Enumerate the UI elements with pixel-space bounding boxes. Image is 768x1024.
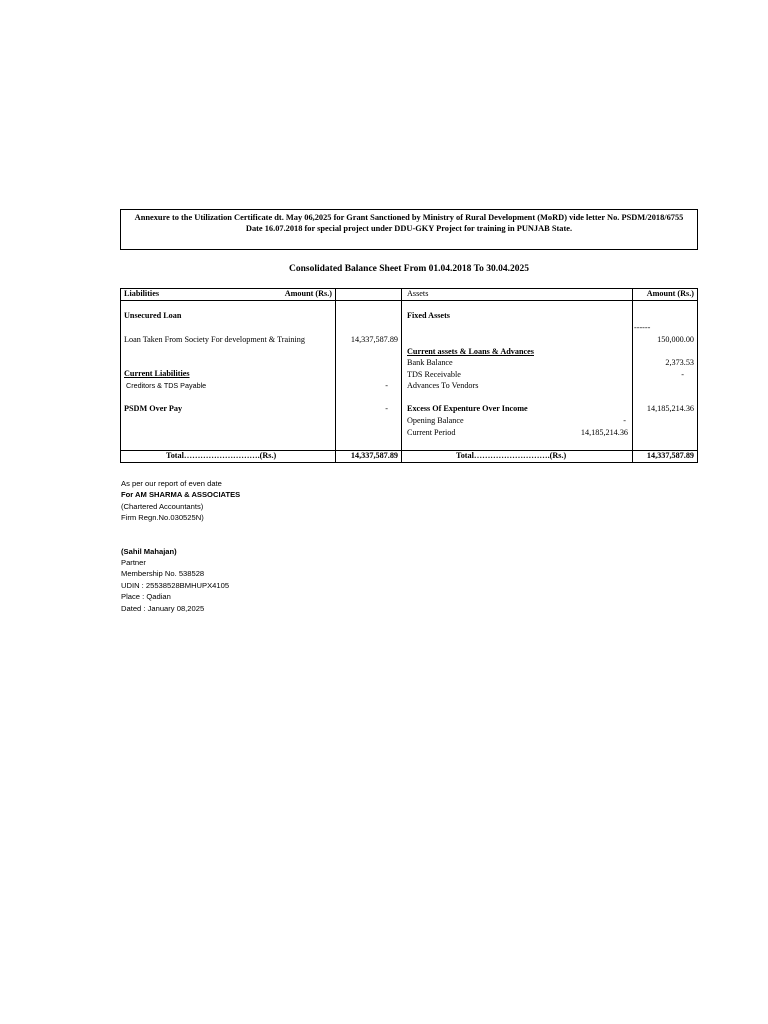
tds-receivable-label: TDS Receivable <box>407 370 461 379</box>
balance-sheet-table <box>120 288 698 463</box>
membership-number: Membership No. 538528 <box>121 569 205 579</box>
table-left-border <box>120 288 121 463</box>
auditor-signature-block <box>121 478 240 614</box>
total-right-amount: 14,337,587.89 <box>646 451 694 460</box>
header-assets: Assets <box>407 289 429 298</box>
fixed-assets-amount: 150,000.00 <box>657 335 694 344</box>
total-left-label: Total……………………….(Rs.) <box>166 451 277 460</box>
current-assets-heading: Current assets & Loans & Advances <box>407 347 534 356</box>
udin-number: UDIN : 25538528BMHUPX4105 <box>121 580 230 590</box>
fixed-assets-heading: Fixed Assets <box>407 311 450 320</box>
column-divider-2 <box>401 288 402 463</box>
loan-taken-label: Loan Taken From Society For development & Training <box>124 335 305 344</box>
total-left-amount: 14,337,587.89 <box>350 451 398 460</box>
firm-name: For AM SHARMA & ASSOCIATES <box>121 490 241 500</box>
report-reference: As per our report of even date <box>121 479 222 488</box>
unsecured-loan-heading: Unsecured Loan <box>124 311 182 320</box>
header-amount-right: Amount (Rs.) <box>646 289 694 298</box>
annexure-box <box>120 209 698 250</box>
opening-balance-label: Opening Balance <box>407 416 464 425</box>
annexure-line-1: Annexure to the Utilization Certificate dt. May 06,2025 for Grant Sanctioned by Ministry of Rural Development (MoRD) vide letter No. PSDM/2018/6755 <box>134 213 684 222</box>
column-divider-1 <box>335 288 336 463</box>
balance-sheet-title: Consolidated Balance Sheet From 01.04.2018 To 30.04.2025 <box>289 264 529 274</box>
creditors-label: Creditors & TDS Payable <box>126 381 207 390</box>
tds-receivable-amount: - <box>681 370 684 379</box>
psdm-over-pay-amount: - <box>385 404 388 413</box>
firm-type: (Chartered Accountants) <box>121 501 204 511</box>
opening-balance-amount: - <box>623 416 626 425</box>
place: Place : Qadian <box>121 592 171 602</box>
advances-to-vendors-label: Advances To Vendors <box>407 381 479 390</box>
excess-expenditure-heading: Excess Of Expenture Over Income <box>407 404 528 413</box>
header-amount-left: Amount (Rs.) <box>284 289 332 298</box>
excess-expenditure-amount: 14,185,214.36 <box>646 404 694 413</box>
current-period-amount: 14,185,214.36 <box>580 428 628 437</box>
header-bottom-border <box>120 300 698 301</box>
annexure-line-2: Date 16.07.2018 for special project under DDU-GKY Project for training in PUNJAB State. <box>245 224 573 233</box>
partner-role: Partner <box>121 558 146 568</box>
partner-name: (Sahil Mahajan) <box>121 546 177 556</box>
loan-taken-amount: 14,337,587.89 <box>350 335 398 344</box>
bank-balance-label: Bank Balance <box>407 358 453 367</box>
fixed-assets-dashes: ------ <box>634 323 651 332</box>
current-liabilities-heading: Current Liabilities <box>124 369 190 378</box>
creditors-amount: - <box>385 381 388 390</box>
header-liabilities: Liabilities <box>124 289 160 298</box>
psdm-over-pay-label: PSDM Over Pay <box>124 404 183 413</box>
total-right-label: Total……………………….(Rs.) <box>456 451 567 460</box>
bank-balance-amount: 2,373.53 <box>665 358 694 367</box>
column-divider-3 <box>632 288 633 463</box>
table-right-border <box>697 288 698 463</box>
firm-registration: Firm Regn.No.030525N) <box>121 513 204 523</box>
table-bottom-border <box>120 462 698 463</box>
dated: Dated : January 08,2025 <box>121 603 205 613</box>
current-period-label: Current Period <box>407 428 456 437</box>
